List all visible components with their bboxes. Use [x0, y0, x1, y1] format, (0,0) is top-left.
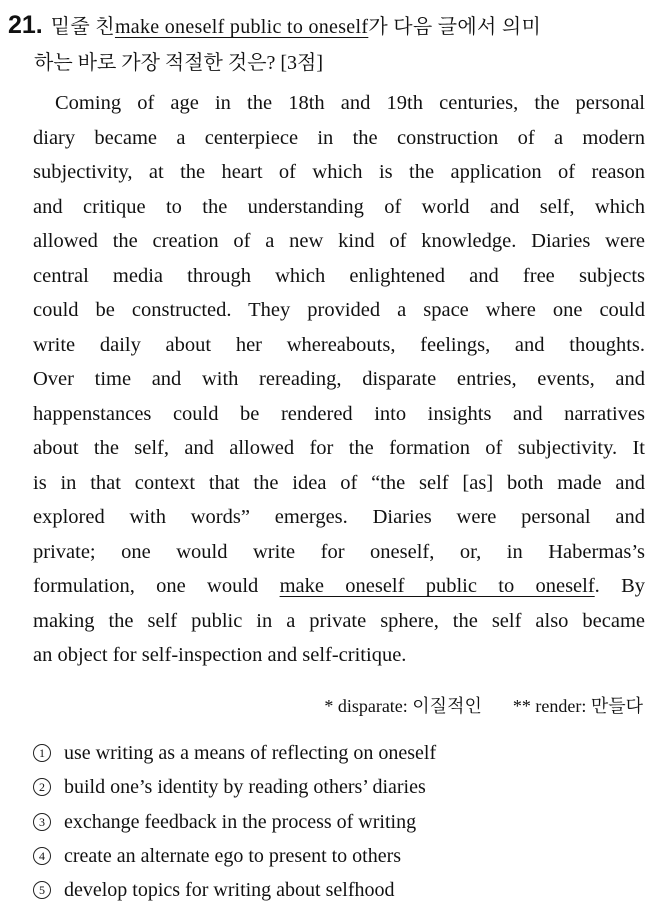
question-target-phrase: make oneself public to oneself — [114, 16, 369, 38]
passage-line: subjectivity, at the heart of which is the application of reason — [33, 161, 645, 183]
passage-text: . By — [594, 575, 645, 597]
question-suffix: 가 다음 글에서 의미 — [368, 16, 542, 38]
choice-2[interactable] — [33, 770, 633, 804]
question-header — [8, 10, 648, 75]
question-line-1 — [8, 10, 648, 40]
passage-line: diary became a centerpiece in the construction of a modern — [33, 126, 645, 149]
choice-3[interactable] — [33, 805, 633, 839]
choice-number-circle: 5 — [33, 881, 51, 899]
question-line-2: 하는 바로 가장 적절한 것은? [3점] — [34, 52, 324, 74]
passage-line: an object for self-inspection and self-critique. — [33, 644, 407, 666]
underlined-phrase: make oneself public to oneself — [279, 575, 595, 597]
passage-line: explored with words” emerges. Diaries were personal and — [33, 506, 645, 528]
glossary-item-render: ** render: 만들다 — [512, 696, 643, 716]
passage-line: Coming of age in the 18th and 19th centuries, the personal — [55, 92, 645, 114]
passage-text: formulation, one would — [33, 575, 280, 597]
passage-line: is in that context that the idea of “the self [as] both made and — [33, 471, 645, 494]
choice-5[interactable] — [33, 873, 633, 907]
question-prefix: 밑줄 친 — [50, 16, 115, 38]
passage-line: central media through which enlightened and free subjects — [33, 264, 645, 287]
question-number: 21. — [8, 11, 43, 39]
glossary-item-disparate: * disparate: 이질적인 — [324, 696, 482, 716]
choice-text: create an alternate ego to present to others — [64, 844, 402, 867]
passage-line: happenstances could be rendered into insights and narratives — [33, 402, 645, 425]
passage-line: making the self public in a private sphere, the self also became — [33, 609, 645, 632]
choice-text: exchange feedback in the process of writing — [64, 810, 417, 833]
passage-line: Over time and with rereading, disparate entries, events, and — [33, 368, 645, 390]
passage — [33, 86, 645, 673]
choice-text: develop topics for writing about selfhood — [64, 879, 395, 902]
glossary — [324, 692, 643, 718]
passage-line: allowed the creation of a new kind of knowledge. Diaries were — [33, 230, 645, 252]
answer-choices — [33, 736, 633, 907]
choice-1[interactable] — [33, 736, 633, 770]
choice-number-circle: 3 — [33, 813, 51, 831]
passage-line: about the self, and allowed for the formation of subjectivity. It — [33, 437, 645, 459]
choice-text: use writing as a means of reflecting on oneself — [64, 742, 437, 764]
choice-4[interactable] — [33, 839, 633, 873]
passage-line: and critique to the understanding of world and self, which — [33, 195, 645, 218]
passage-line: private; one would write for oneself, or, in Habermas’s — [33, 540, 645, 563]
passage-line: could be constructed. They provided a space where one could — [33, 299, 645, 321]
choice-number-circle: 1 — [33, 744, 51, 762]
passage-line-underlined — [33, 569, 645, 604]
choice-text: build one’s identity by reading others’ diaries — [64, 776, 426, 799]
choice-number-circle: 2 — [33, 778, 51, 796]
passage-line: write daily about her whereabouts, feelings, and thoughts. — [33, 333, 645, 356]
choice-number-circle: 4 — [33, 847, 51, 865]
